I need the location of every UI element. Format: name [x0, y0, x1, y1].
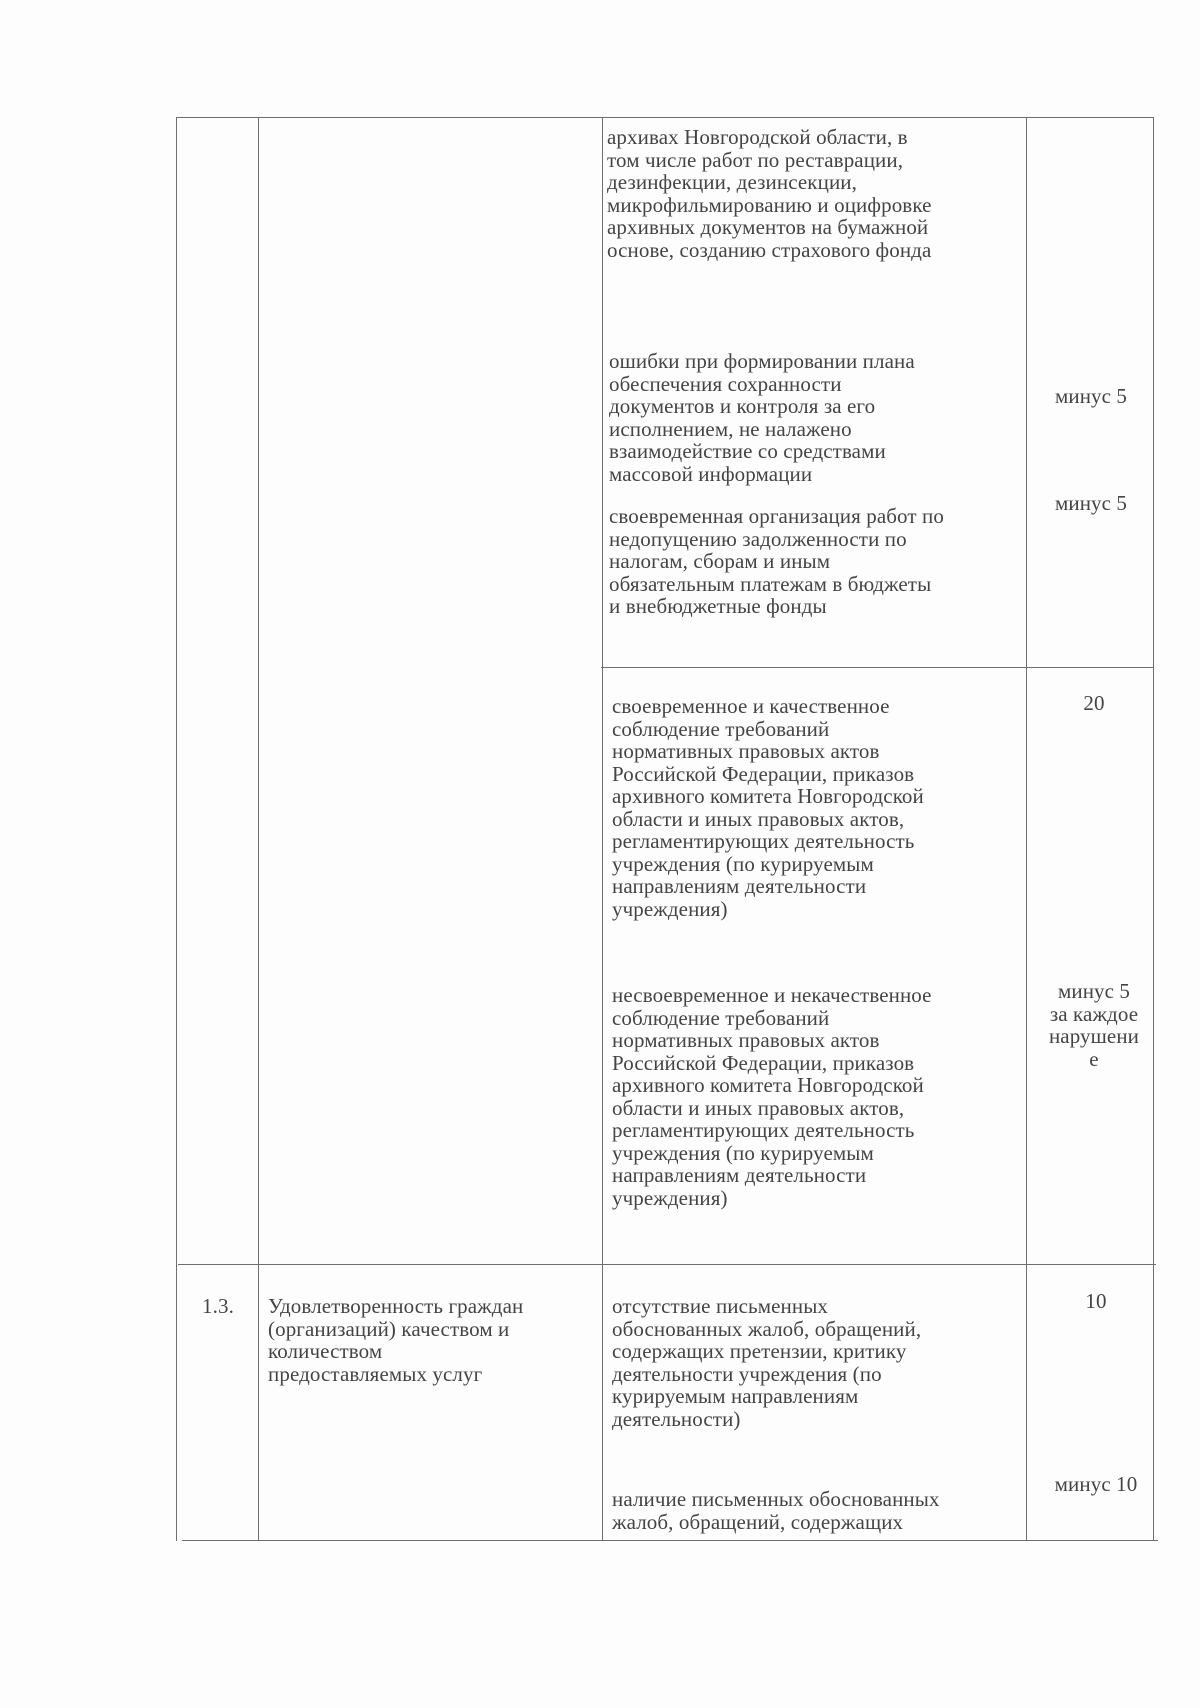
- r1-entry1-description: архивах Новгородской области, в том числе работ по реставрации, дезинфекции, дезинсекции, микрофильмированию и оцифровке архивных документов на бумажной основе, созданию страхового фонда: [607, 125, 932, 262]
- r2-entry2-description: несвоевременное и некачественное соблюдение требований нормативных правовых актов Российской Федерации, приказов архивного комитета Новгородской области и иных правовых актов, регламентирующих деятельность учреждения (по курируемым направлениям деятельности учреждения): [612, 983, 932, 1210]
- row-divider-1: [601, 667, 1154, 668]
- r3-criterion: Удовлетворенность граждан (организаций) качеством и количеством предоставляемых услуг: [268, 1294, 524, 1386]
- col-border-left: [176, 117, 177, 1541]
- r2-entry1-description: своевременное и качественное соблюдение требований нормативных правовых актов Российской Федерации, приказов архивного комитета Новгородской области и иных правовых актов, регламентирующих деятельность учреждения (по курируемым направлениям деятельности учреждения): [612, 694, 924, 921]
- r3-entry1-score: 10: [1085, 1289, 1107, 1313]
- r1-entry3-score: минус 5: [1054, 491, 1128, 515]
- table-bottom-border: [182, 1540, 1158, 1541]
- r3-entry2-description: наличие письменных обоснованных жалоб, обращений, содержащих: [612, 1487, 940, 1534]
- r3-entry1-description: отсутствие письменных обоснованных жалоб, обращений, содержащих претензии, критику деятельности учреждения (по курируемым направлениям деятельности): [612, 1294, 922, 1431]
- table-top-border: [176, 117, 1154, 118]
- col-border-1: [258, 117, 259, 1541]
- r2-entry2-score: минус 5 за каждое нарушени е: [1048, 979, 1140, 1071]
- r1-entry2-description: ошибки при формировании плана обеспечения сохранности документов и контроля за его исполнением, не налажено взаимодействие со средствами массовой информации: [609, 349, 915, 486]
- r3-entry2-score: минус 10: [1054, 1472, 1138, 1496]
- r2-entry1-score: 20: [1083, 691, 1105, 715]
- col-border-right: [1153, 117, 1154, 1541]
- r3-number: 1.3.: [202, 1294, 234, 1318]
- r1-entry2-score: минус 5: [1054, 384, 1128, 408]
- r1-entry3-description: своевременная организация работ по недопущению задолженности по налогам, сборам и иным обязательным платежам в бюджеты и внебюджетные фонды: [609, 504, 944, 618]
- row-divider-2: [178, 1264, 1156, 1265]
